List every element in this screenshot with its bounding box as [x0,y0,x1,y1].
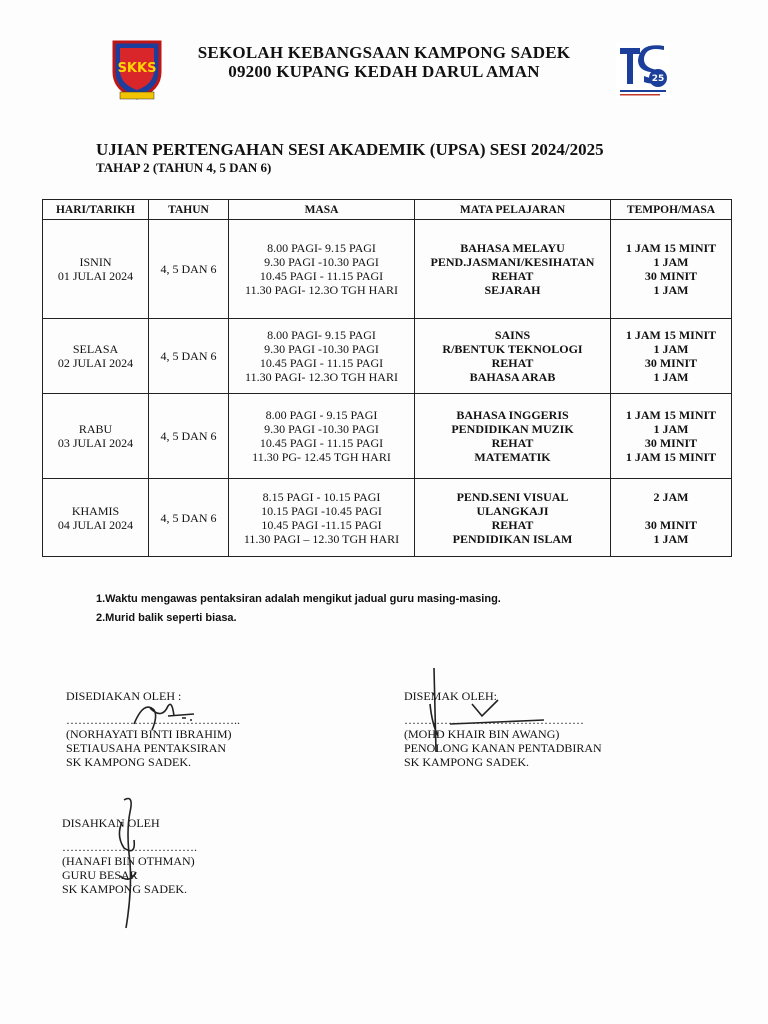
signature-label: DISEDIAKAN OLEH : [66,689,182,703]
duration: 1 JAM [653,531,689,546]
time-slot: 8.00 PAGI - 9.15 PAGI [265,408,378,422]
duration: 1 JAM [653,342,689,356]
column-header-duration: TEMPOH/MASA [611,200,732,220]
duration: 1 JAM [653,370,689,384]
column-header-year: TAHUN [149,200,229,220]
signatory-school: SK KAMPONG SADEK. [404,755,530,769]
subject: R/BENTUK TEKNOLOGI [442,342,583,356]
day-name: RABU [78,422,113,436]
duration: 30 MINIT [644,517,698,532]
year-cell: 4, 5 DAN 6 [149,319,229,394]
time-cell [229,220,415,319]
subject-cell [415,220,611,319]
exam-title: UJIAN PERTENGAHAN SESI AKADEMIK (UPSA) SESI 2024/2025 [96,140,604,159]
signatory-position: SETIAUSAHA PENTAKSIRAN [66,741,227,755]
signature-dots: ……………………………. [62,840,197,854]
time-slot: 10.45 PAGI -11.15 PAGI [261,517,382,532]
time-slot: 10.45 PAGI - 11.15 PAGI [259,356,384,370]
signatory-school: SK KAMPONG SADEK. [62,882,188,896]
duration: 1 JAM 15 MINIT [625,328,717,342]
day-date: 04 JULAI 2024 [57,517,134,532]
signatory-position: GURU BESAR [62,868,138,882]
year-cell: 4, 5 DAN 6 [149,220,229,319]
time-slot: 11.30 PG- 12.45 TGH HARI [252,450,391,464]
column-header-subject: MATA PELAJARAN [415,200,611,220]
time-slot: 11.30 PAGI – 12.30 TGH HARI [243,531,400,546]
duration-cell [611,319,732,394]
subject: SAINS [494,328,531,342]
subject: PENDIDIKAN MUZIK [451,422,574,436]
subject: REHAT [491,436,534,450]
exam-schedule-table [42,199,732,557]
signatory-school: SK KAMPONG SADEK. [66,755,192,769]
duration: 1 JAM 15 MINIT [625,408,717,422]
subject: PEND.SENI VISUAL [456,489,569,504]
subject: SEJARAH [484,283,541,297]
signatory-name: (MOHD KHAIR BIN AWANG) [404,727,560,741]
day-date: 03 JULAI 2024 [57,436,134,450]
note-dismissal: 2.Murid balik seperti biasa. [96,612,237,624]
duration: 1 JAM 15 MINIT [625,450,717,464]
table-row [43,479,732,557]
day-name: KHAMIS [71,503,120,518]
duration-cell [611,394,732,479]
duration: 2 JAM [653,489,689,504]
day-date: 02 JULAI 2024 [57,356,134,370]
time-slot: 9.30 PAGI -10.30 PAGI [264,422,379,436]
subject: BAHASA ARAB [469,370,556,384]
subject: ULANGKAJI [476,503,549,518]
time-slot: 8.00 PAGI- 9.15 PAGI [267,328,376,342]
column-header-day: HARI/TARIKH [43,200,149,220]
school-name: SEKOLAH KEBANGSAAN KAMPONG SADEK [197,43,571,62]
duration: 30 MINIT [644,269,698,283]
duration: 1 JAM [653,422,689,436]
subject: BAHASA MELAYU [460,241,565,255]
table-header-row [43,200,732,220]
time-slot: 10.15 PAGI -10.45 PAGI [261,503,382,518]
day-cell [43,394,149,479]
handwritten-signature-checked [420,664,560,774]
subject: REHAT [491,517,534,532]
subject: PENDIDIKAN ISLAM [452,531,573,546]
time-slot: 10.45 PAGI - 11.15 PAGI [259,436,384,450]
time-cell [229,319,415,394]
day-cell [43,220,149,319]
time-slot: 11.30 PAGI- 12.3O TGH HARI [245,283,398,297]
subject: REHAT [491,356,534,370]
time-slot: 9.30 PAGI -10.30 PAGI [264,342,379,356]
table-row [43,394,732,479]
subject-cell [415,394,611,479]
year-cell: 4, 5 DAN 6 [149,479,229,557]
handwritten-signature-prepared [128,690,208,740]
subject-cell [415,319,611,394]
column-header-time: MASA [229,200,415,220]
duration: 1 JAM [653,255,689,269]
subject: MATEMATIK [474,450,551,464]
duration-cell [611,479,732,557]
signatory-position: PENOLONG KANAN PENTADBIRAN [404,741,602,755]
duration: 30 MINIT [644,356,698,370]
day-date: 01 JULAI 2024 [57,269,134,283]
time-slot: 8.00 PAGI- 9.15 PAGI [267,241,376,255]
day-name: ISNIN [79,255,112,269]
svg-text:25: 25 [651,74,665,84]
time-cell [229,479,415,557]
time-slot: 11.30 PAGI- 12.3O TGH HARI [245,370,398,384]
duration-cell [611,220,732,319]
school-address: 09200 KUPANG KEDAH DARUL AMAN [228,62,540,81]
subject: REHAT [491,269,534,283]
exam-subtitle: TAHAP 2 (TAHUN 4, 5 DAN 6) [96,160,272,175]
signatory-name: (NORHAYATI BINTI IBRAHIM) [66,727,232,741]
time-slot: 10.45 PAGI - 11.15 PAGI [259,269,384,283]
year-cell: 4, 5 DAN 6 [149,394,229,479]
signature-dots: ……………………………………… [404,713,584,727]
day-cell [43,479,149,557]
note-invigilation: 1.Waktu mengawas pentaksiran adalah mengikut jadual guru masing-masing. [96,593,501,605]
table-row [43,319,732,394]
duration [611,504,731,518]
signatory-name: (HANAFI BIN OTHMAN) [62,854,195,868]
subject: BAHASA INGGERIS [456,408,569,422]
time-cell [229,394,415,479]
subject: PEND.JASMANI/KESIHATAN [430,255,595,269]
day-name: SELASA [72,342,119,356]
signature-label: DISEMAK OLEH: [404,689,497,703]
time-slot: 9.30 PAGI -10.30 PAGI [264,255,379,269]
signature-dots: …………………………………….. [66,713,240,727]
day-cell [43,319,149,394]
table-row [43,220,732,319]
time-slot: 8.15 PAGI - 10.15 PAGI [262,489,381,504]
duration: 1 JAM [653,283,689,297]
handwritten-signature-approved [100,792,160,932]
subject-cell [415,479,611,557]
svg-text:SKKS: SKKS [117,61,157,76]
duration: 30 MINIT [644,436,698,450]
signature-label: DISAHKAN OLEH [62,816,160,830]
duration: 1 JAM 15 MINIT [625,241,717,255]
